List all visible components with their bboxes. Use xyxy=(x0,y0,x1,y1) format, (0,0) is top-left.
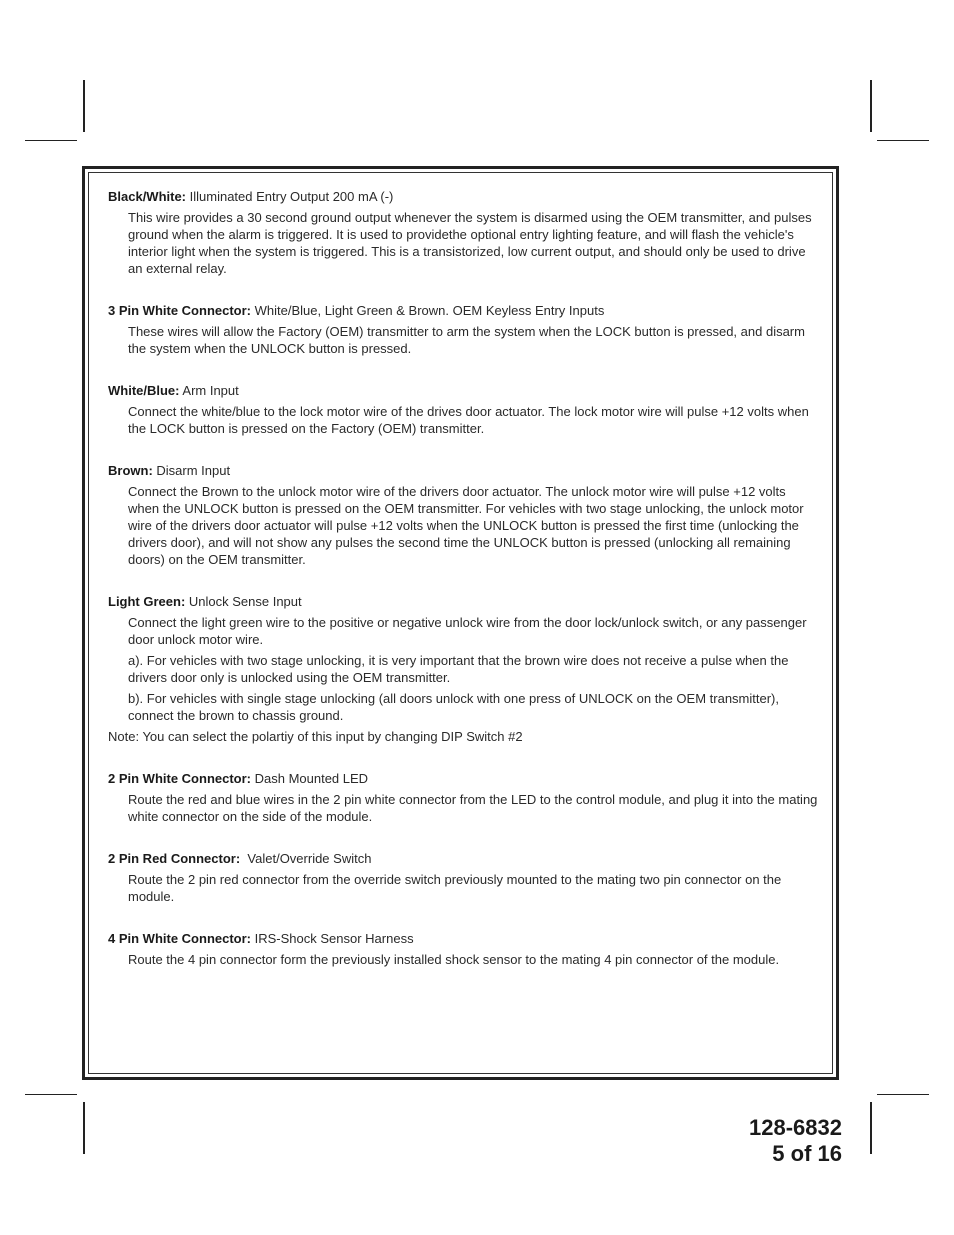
section-2-pin-red-connector xyxy=(108,850,820,905)
section-paragraph: This wire provides a 30 second ground output whenever the system is disarmed using the OEM transmitter, and pulses ground when the alarm is triggered. It is used to providethe optional entry lighting feature, and will flash the vehicle's interior light when the system is triggered. This is a transistorized, low current output, and should only be used to drive an external relay. xyxy=(128,210,812,276)
section-3-pin-white-connector xyxy=(108,302,820,357)
section-heading: 2 Pin Red Connector: Valet/Override Switch xyxy=(108,851,372,866)
section-paragraph: b). For vehicles with single stage unlocking (all doors unlock with one press of UNLOCK on the OEM transmitter), connect the brown to chassis ground. xyxy=(128,691,779,723)
crop-mark-bottom-left-v xyxy=(83,1102,85,1154)
section-4-pin-white-connector xyxy=(108,930,820,968)
section-paragraph: These wires will allow the Factory (OEM) transmitter to arm the system when the LOCK button is pressed, and disarm the system when the UNLOCK button is pressed. xyxy=(128,324,805,356)
page-number: 5 of 16 xyxy=(772,1141,842,1166)
section-paragraph: a). For vehicles with two stage unlocking, it is very important that the brown wire does not receive a pulse when the drivers door only is unlocked using the OEM transmitter. xyxy=(128,653,789,685)
page-footer xyxy=(749,1115,842,1167)
crop-mark-bottom-right-h xyxy=(877,1094,929,1095)
section-heading: Brown: Disarm Input xyxy=(108,463,231,478)
section-heading: 2 Pin White Connector: Dash Mounted LED xyxy=(108,771,369,786)
section-paragraph: Route the red and blue wires in the 2 pin white connector from the LED to the control module, and plug it into the mating white connector on the side of the module. xyxy=(128,792,818,824)
crop-mark-top-right-v xyxy=(870,80,872,132)
crop-mark-bottom-right-v xyxy=(870,1102,872,1154)
crop-mark-top-right-h xyxy=(877,140,929,141)
section-paragraph: Route the 2 pin red connector from the override switch previously mounted to the mating two pin connector on the module. xyxy=(128,872,782,904)
section-paragraph: Connect the light green wire to the positive or negative unlock wire from the door lock/unlock switch, or any passenger door unlock motor wire. xyxy=(128,615,807,647)
section-heading: Light Green: Unlock Sense Input xyxy=(108,594,302,609)
section-white-blue xyxy=(108,382,820,437)
section-note: Note: You can select the polartiy of this input by changing DIP Switch #2 xyxy=(108,729,523,744)
crop-mark-top-left-v xyxy=(83,80,85,132)
section-paragraph: Route the 4 pin connector form the previously installed shock sensor to the mating 4 pin connector of the module. xyxy=(128,952,780,967)
section-heading: Black/White: Illuminated Entry Output 200 mA (-) xyxy=(108,189,394,204)
section-light-green xyxy=(108,593,820,745)
section-paragraph: Connect the white/blue to the lock motor wire of the drives door actuator. The lock motor wire will pulse +12 volts when the LOCK button is pressed on the Factory (OEM) transmitter. xyxy=(128,404,809,436)
section-heading: White/Blue: Arm Input xyxy=(108,383,239,398)
section-2-pin-white-connector xyxy=(108,770,820,825)
section-brown xyxy=(108,462,820,568)
wiring-instructions xyxy=(108,188,820,993)
crop-mark-top-left-h xyxy=(25,140,77,141)
crop-mark-bottom-left-h xyxy=(25,1094,77,1095)
document-number: 128-6832 xyxy=(749,1115,842,1140)
section-heading: 3 Pin White Connector: White/Blue, Light Green & Brown. OEM Keyless Entry Inputs xyxy=(108,303,605,318)
section-paragraph: Connect the Brown to the unlock motor wire of the drivers door actuator. The unlock motor wire will pulse +12 volts when the UNLOCK button is pressed on the OEM transmitter. For vehicles with two stage unlocking, the unlock motor wire of the drivers door actuator will pulse +12 volts when the UNLOCK button is pressed the first time (unlocking the drivers door), and will not show any pulses the second time the UNLOCK button is pressed (unlocking all remaining doors) on the OEM transmitter. xyxy=(128,484,804,567)
section-black-white xyxy=(108,188,820,277)
section-heading: 4 Pin White Connector: IRS-Shock Sensor Harness xyxy=(108,931,414,946)
